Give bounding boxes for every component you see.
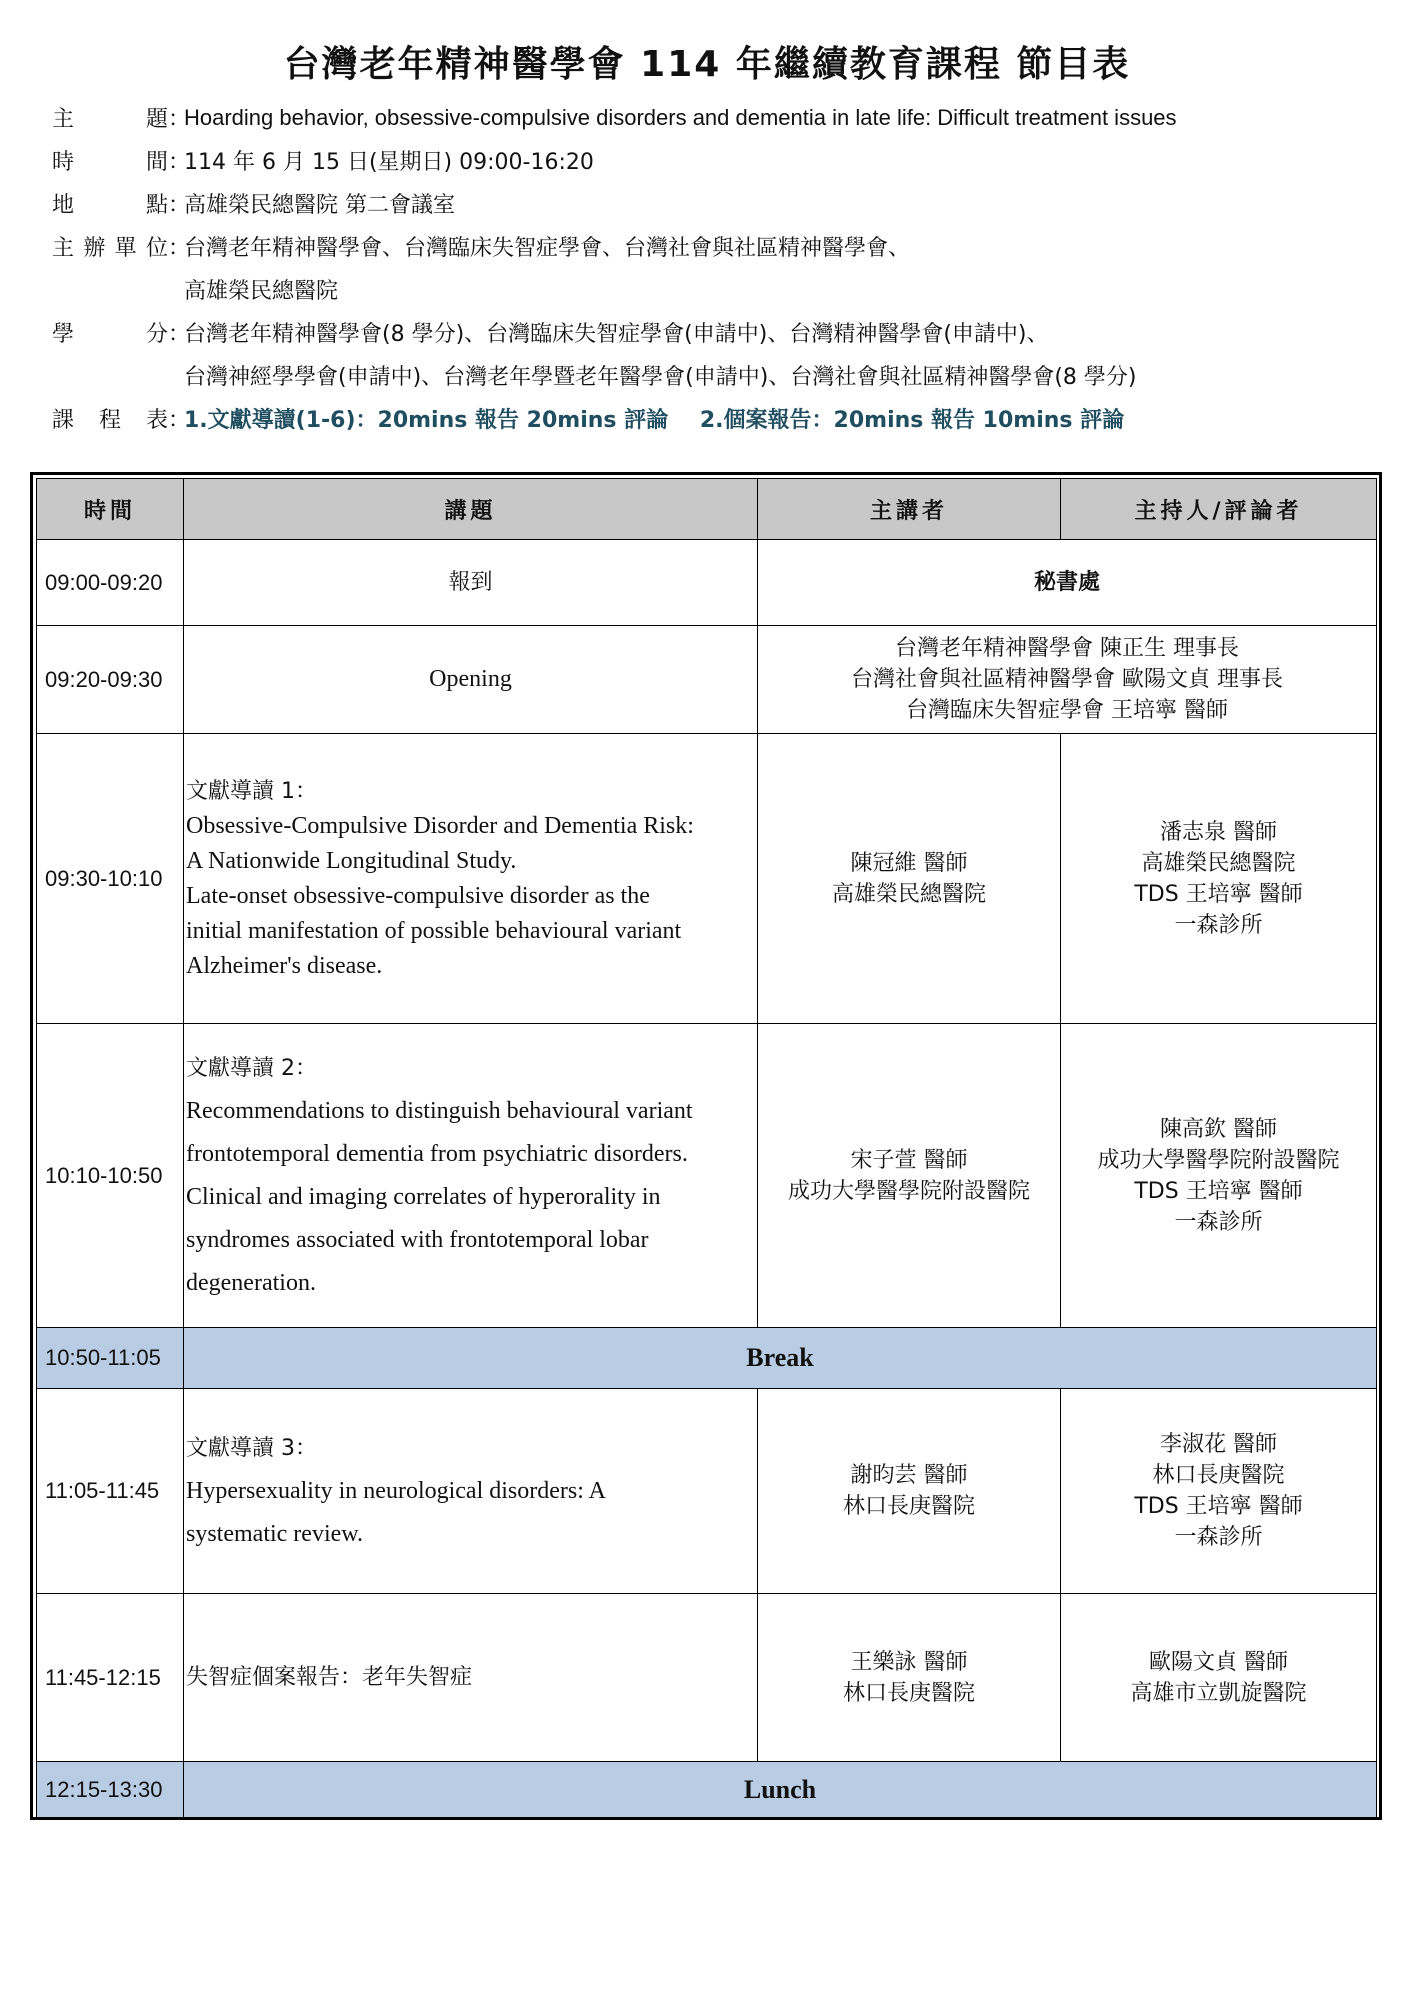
row-time: 11:05-11:45 xyxy=(37,1389,184,1594)
course-label: 課程表 xyxy=(52,408,168,433)
merged-line: 台灣臨床失智症學會 王培寧 醫師 xyxy=(906,698,1228,723)
speaker-line: 宋子萱 醫師 xyxy=(850,1147,968,1173)
organizer-value-2: 高雄榮民總醫院 xyxy=(184,279,339,304)
table-row xyxy=(37,1024,1377,1328)
speaker-line: 林口長庚醫院 xyxy=(842,1680,975,1706)
row-speaker xyxy=(758,734,1061,1024)
row-merged xyxy=(758,626,1377,734)
credit-value-2: 台灣神經學學會(申請中)、台灣老年學暨老年醫學會(申請中)、台灣社會與社區精神醫學會(8 學分) xyxy=(184,365,1137,390)
row-merged: 秘書處 xyxy=(758,540,1377,626)
table-row xyxy=(37,1389,1377,1594)
table-header-row xyxy=(37,479,1377,540)
topic-line: Recommendations to distinguish behavioural variant xyxy=(186,1097,693,1124)
row-speaker xyxy=(758,1024,1061,1328)
row-time: 11:45-12:15 xyxy=(37,1594,184,1762)
topic-line: syndromes associated with frontotemporal lobar xyxy=(186,1226,649,1253)
row-host xyxy=(1061,734,1377,1024)
host-line: TDS 王培寧 醫師 xyxy=(1134,1178,1303,1204)
row-speaker xyxy=(758,1594,1061,1762)
place-row: 地點 ： 高雄榮民總醫院 第二會議室 xyxy=(52,182,1382,225)
row-host xyxy=(1061,1024,1377,1328)
schedule-table xyxy=(36,478,1377,1818)
row-host xyxy=(1061,1389,1377,1594)
topic-line: systematic review. xyxy=(186,1520,364,1547)
header-topic: 講題 xyxy=(184,479,758,540)
topic-line: 失智症個案報告：老年失智症 xyxy=(186,1665,473,1690)
event-info xyxy=(52,96,1382,440)
speaker-line: 林口長庚醫院 xyxy=(842,1494,975,1519)
row-time: 10:10-10:50 xyxy=(37,1024,184,1328)
credit-label: 學分 xyxy=(52,322,168,347)
topic-line: initial manifestation of possible behavioural variant xyxy=(186,917,682,944)
break-label: Break xyxy=(184,1328,1377,1389)
table-row-break xyxy=(37,1328,1377,1389)
host-line: 林口長庚醫院 xyxy=(1152,1463,1285,1488)
speaker-line: 王樂詠 醫師 xyxy=(850,1649,968,1675)
topic-lead: 文獻導讀 2： xyxy=(186,1055,317,1081)
credit-row-cont xyxy=(52,354,1382,397)
header-speaker: 主講者 xyxy=(758,479,1061,540)
host-line: 潘志泉 醫師 xyxy=(1160,819,1277,845)
host-line: 歐陽文貞 醫師 xyxy=(1149,1649,1288,1675)
organizer-row-cont xyxy=(52,268,1382,311)
topic-label: 主題 xyxy=(52,107,168,132)
time-label: 時間 xyxy=(52,150,168,175)
speaker-line: 高雄榮民總醫院 xyxy=(831,881,986,907)
host-line: 高雄市立凱旋醫院 xyxy=(1130,1680,1307,1706)
schedule-table-frame xyxy=(30,472,1382,1820)
table-row xyxy=(37,540,1377,626)
topic-line: Obsessive-Compulsive Disorder and Dementia Risk: xyxy=(186,812,694,839)
place-label: 地點 xyxy=(52,193,168,218)
host-line: 陳高欽 醫師 xyxy=(1160,1116,1277,1142)
header-time: 時間 xyxy=(37,479,184,540)
topic-line: A Nationwide Longitudinal Study. xyxy=(186,847,517,874)
organizer-value-1: 台灣老年精神醫學會、台灣臨床失智症學會、台灣社會與社區精神醫學會、 xyxy=(184,236,911,261)
table-row-lunch xyxy=(37,1762,1377,1818)
row-topic xyxy=(184,1389,758,1594)
topic-line: degeneration. xyxy=(186,1269,316,1296)
row-speaker xyxy=(758,1389,1061,1594)
host-line: TDS 王培寧 醫師 xyxy=(1134,1494,1303,1519)
lunch-label: Lunch xyxy=(184,1762,1377,1818)
topic-line: Late-onset obsessive-compulsive disorder as the xyxy=(186,882,650,909)
host-line: 高雄榮民總醫院 xyxy=(1141,850,1296,876)
topic-line: Alzheimer's disease. xyxy=(186,952,383,979)
row-topic xyxy=(184,1594,758,1762)
row-time: 09:00-09:20 xyxy=(37,540,184,626)
speaker-line: 成功大學醫學院附設醫院 xyxy=(787,1178,1030,1204)
topic-line: Clinical and imaging correlates of hyperorality in xyxy=(186,1183,661,1210)
credit-row: 學分 ： 台灣老年精神醫學會(8 學分)、台灣臨床失智症學會(申請中)、台灣精神醫學會(申請中)、 xyxy=(52,311,1382,354)
course-part-1: 1.文獻導讀(1-6)：20mins 報告 20mins 評論 xyxy=(184,408,669,433)
time-value: 114 年 6 月 15 日(星期日) 09:00-16:20 xyxy=(184,150,594,175)
course-value xyxy=(184,403,1382,434)
topic-line: Hypersexuality in neurological disorders: A xyxy=(186,1477,606,1504)
row-topic: Opening xyxy=(184,626,758,734)
host-line: TDS 王培寧 醫師 xyxy=(1134,881,1303,907)
row-time: 10:50-11:05 xyxy=(37,1328,184,1389)
row-time: 09:30-10:10 xyxy=(37,734,184,1024)
organizer-label: 主辦單位 xyxy=(52,236,168,261)
row-time: 12:15-13:30 xyxy=(37,1762,184,1818)
host-line: 成功大學醫學院附設醫院 xyxy=(1097,1147,1340,1173)
course-row: 課程表 ： 1.文獻導讀(1-6)：20mins 報告 20mins 評論 2.個案報告：20mins 報告 10mins 評論 xyxy=(52,397,1382,440)
host-line: 一森診所 xyxy=(1174,1209,1263,1235)
row-topic xyxy=(184,1024,758,1328)
merged-line: 台灣社會與社區精神醫學會 歐陽文貞 理事長 xyxy=(851,667,1283,692)
row-time: 09:20-09:30 xyxy=(37,626,184,734)
merged-line: 台灣老年精神醫學會 陳正生 理事長 xyxy=(895,636,1239,661)
row-host xyxy=(1061,1594,1377,1762)
speaker-line: 陳冠維 醫師 xyxy=(850,850,968,876)
host-line: 一森診所 xyxy=(1174,912,1263,938)
table-row xyxy=(37,626,1377,734)
place-value: 高雄榮民總醫院 第二會議室 xyxy=(184,193,455,218)
topic-lead: 文獻導讀 3： xyxy=(186,1435,317,1461)
topic-row: 主題 ： Hoarding behavior, obsessive-compulsive disorders and dementia in late life: Difficult treatment issues xyxy=(52,96,1382,139)
topic-value: Hoarding behavior, obsessive-compulsive disorders and dementia in late life: Difficult treatment issues xyxy=(184,104,1177,130)
topic-line: frontotemporal dementia from psychiatric disorders. xyxy=(186,1140,688,1167)
host-line: 一森診所 xyxy=(1174,1525,1263,1550)
course-part-2: 2.個案報告：20mins 報告 10mins 評論 xyxy=(699,408,1125,433)
topic-lead: 文獻導讀 1： xyxy=(186,778,317,804)
credit-value-1: 台灣老年精神醫學會(8 學分)、台灣臨床失智症學會(申請中)、台灣精神醫學會(申請中)、 xyxy=(184,322,1049,347)
header-host: 主持人/評論者 xyxy=(1061,479,1377,540)
time-row: 時間 ： 114 年 6 月 15 日(星期日) 09:00-16:20 xyxy=(52,139,1382,182)
row-topic: 報到 xyxy=(184,540,758,626)
page-title: 台灣老年精神醫學會 114 年繼續教育課程 節目表 xyxy=(283,44,1131,85)
organizer-row: 主辦單位 ： 台灣老年精神醫學會、台灣臨床失智症學會、台灣社會與社區精神醫學會、 xyxy=(52,225,1382,268)
table-row xyxy=(37,1594,1377,1762)
row-topic xyxy=(184,734,758,1024)
speaker-line: 謝昀芸 醫師 xyxy=(850,1463,968,1488)
table-row xyxy=(37,734,1377,1024)
host-line: 李淑花 醫師 xyxy=(1160,1432,1277,1457)
